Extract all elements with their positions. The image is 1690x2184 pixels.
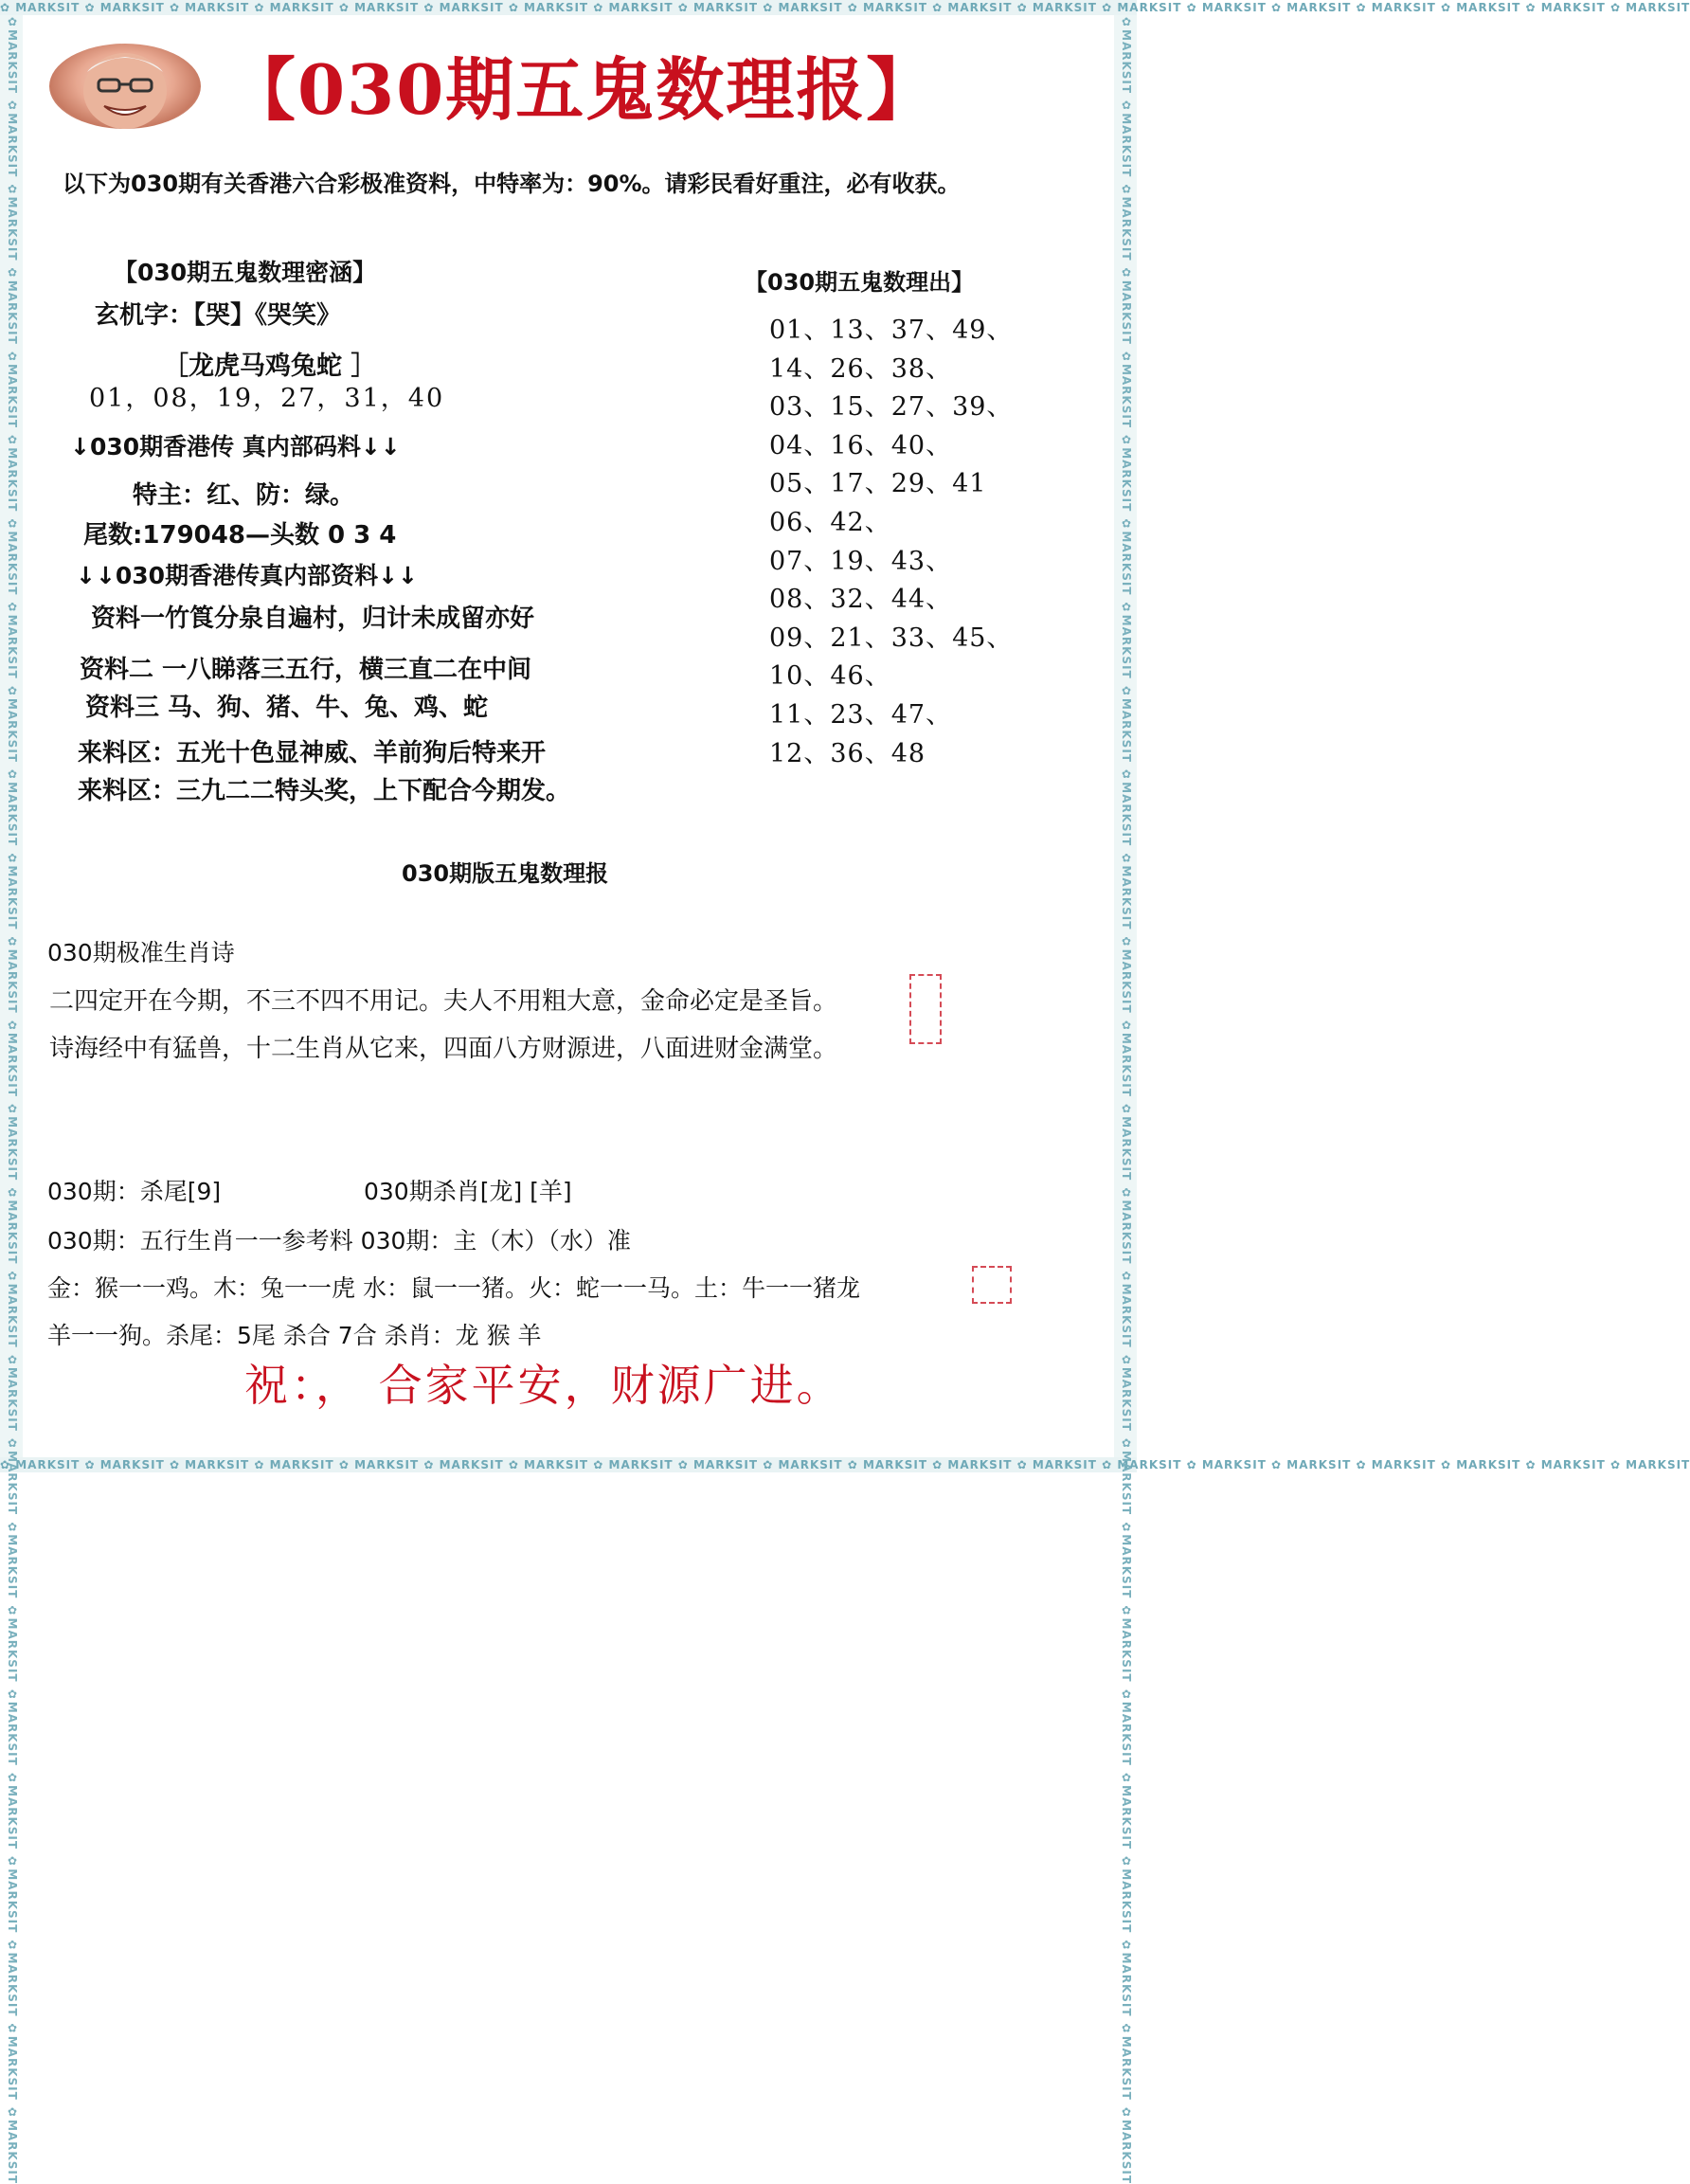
poem-line-1: 二四定开在今期，不三不四不用记。夫人不用粗大意，金命必定是圣旨。 bbox=[49, 987, 838, 1016]
number-row: 03、15、27、39、 bbox=[769, 392, 1014, 423]
section-heading-mihan: 【030期五鬼数理密涵】 bbox=[114, 259, 377, 286]
number-row: 08、32、44、 bbox=[769, 585, 953, 615]
ziliao-1: 资料一竹筤分泉自遍村，归计未成留亦好 bbox=[91, 605, 535, 633]
red-seal-stamp bbox=[909, 974, 942, 1044]
watermark-text-top: ✿ MARKSIT ✿ MARKSIT ✿ MARKSIT ✿ MARKSIT ✿ MARKSIT ✿ MARKSIT ✿ MARKSIT ✿ MARKSIT ✿ MARKSIT ✿ MARKSIT ✿ MARKSIT ✿ MARKSIT ✿ MARKSIT ✿ MARKSIT ✿ MARKSIT ✿ MARKSIT ✿ MARKSIT ✿ MARKSIT ✿ MARKSIT ✿ MARKSIT bbox=[0, 1, 1690, 14]
page-title: 【030期五鬼数理报】 bbox=[227, 49, 937, 130]
watermark-text-left: ✿MARKSIT ✿MARKSIT ✿MARKSIT ✿MARKSIT ✿MARKSIT ✿MARKSIT ✿MARKSIT ✿MARKSIT ✿MARKSIT ✿MARKSIT ✿MARKSIT ✿MARKSIT ✿MARKSIT ✿MARKSIT ✿MARKSIT ✿MARKSIT ✿MARKSIT ✿MARKSIT ✿MARKSIT ✿MARKSIT ✿MARKSIT ✿MARKSIT ✿MARKSIT ✿MARKSIT ✿MARKSIT ✿MARKSIT bbox=[6, 15, 19, 2184]
elements-line-2: 羊一一狗。杀尾：5尾 杀合 7合 杀肖：龙 猴 羊 bbox=[47, 1322, 542, 1349]
intro-text: 以下为030期有关香港六合彩极准资料，中特率为：90%。请彩民看好重注，必有收获。 bbox=[63, 171, 961, 197]
elements-line-1: 金：猴一一鸡。木：兔一一虎 水：鼠一一猪。火：蛇一一马。土：牛一一猪龙 bbox=[47, 1274, 860, 1302]
number-row: 06、42、 bbox=[769, 508, 891, 537]
number-row: 10、46、 bbox=[769, 661, 891, 692]
section-title: 030期版五鬼数理报 bbox=[402, 860, 609, 887]
number-row: 05、17、29、41 bbox=[769, 469, 987, 499]
frame-right-border bbox=[1114, 15, 1137, 2184]
watermark-text-right: ✿MARKSIT ✿MARKSIT ✿MARKSIT ✿MARKSIT ✿MARKSIT ✿MARKSIT ✿MARKSIT ✿MARKSIT ✿MARKSIT ✿MARKSIT ✿MARKSIT ✿MARKSIT ✿MARKSIT ✿MARKSIT ✿MARKSIT ✿MARKSIT ✿MARKSIT ✿MARKSIT ✿MARKSIT ✿MARKSIT ✿MARKSIT ✿MARKSIT ✿MARKSIT ✿MARKSIT ✿MARKSIT ✿MARKSIT bbox=[1120, 15, 1133, 2184]
watermark-text-bottom: ✿ MARKSIT ✿ MARKSIT ✿ MARKSIT ✿ MARKSIT ✿ MARKSIT ✿ MARKSIT ✿ MARKSIT ✿ MARKSIT ✿ MARKSIT ✿ MARKSIT ✿ MARKSIT ✿ MARKSIT ✿ MARKSIT ✿ MARKSIT ✿ MARKSIT ✿ MARKSIT ✿ MARKSIT ✿ MARKSIT ✿ MARKSIT ✿ MARKSIT bbox=[0, 1458, 1690, 1471]
section-heading-chu: 【030期五鬼数理出】 bbox=[745, 269, 975, 296]
number-row: 09、21、33、45、 bbox=[769, 623, 1014, 653]
red-seal-stamp-2 bbox=[972, 1266, 1012, 1304]
ziliao-3: 资料三 马、狗、猪、牛、兔、鸡、蛇 bbox=[85, 694, 489, 722]
poem-heading: 030期极准生肖诗 bbox=[47, 939, 235, 966]
number-row: 11、23、47、 bbox=[769, 700, 953, 730]
kill-tail-text: 030期：杀尾[9] bbox=[47, 1178, 222, 1205]
number-row: 12、36、48 bbox=[769, 738, 926, 768]
frame-left-border bbox=[0, 15, 23, 2184]
tezhu-text: 特主：红、防：绿。 bbox=[133, 481, 355, 510]
number-row: 04、16、40、 bbox=[769, 430, 953, 460]
frame-bottom-border bbox=[0, 1457, 1690, 1472]
blessing-text: 祝：， 合家平安，财源广进。 bbox=[244, 1360, 843, 1411]
kill-zodiac-text: 030期杀肖[龙] [羊] bbox=[364, 1178, 572, 1205]
avatar bbox=[49, 44, 201, 129]
number-row: 07、19、43、 bbox=[769, 546, 953, 576]
insider-heading: ↓030期香港传 真内部码料↓↓ bbox=[70, 433, 401, 460]
laiqu-2: 来料区：三九二二特头奖，上下配合今期发。 bbox=[78, 777, 571, 805]
face-icon bbox=[49, 44, 201, 129]
insider-heading-2: ↓↓030期香港传真内部资料↓↓ bbox=[76, 562, 418, 589]
poem-line-2: 诗海经中有猛兽，十二生肖从它来，四面八方财源进，八面进财金满堂。 bbox=[49, 1035, 838, 1063]
number-row: 01、13、37、49、 bbox=[769, 316, 1014, 345]
xuanji-text: 玄机字：【哭】《哭笑》 bbox=[95, 301, 342, 330]
frame-top-border bbox=[0, 0, 1690, 15]
weishu-text: 尾数:179048—头数 0 3 4 bbox=[83, 521, 397, 550]
laiqu-1: 来料区：五光十色显神威、羊前狗后特来开 bbox=[78, 739, 547, 767]
wuxing-text: 030期：五行生肖一一参考料 030期：主（木）（水）准 bbox=[47, 1227, 631, 1254]
zodiac-list: ［龙虎马鸡兔蛇 ］ bbox=[163, 352, 377, 381]
numbers-list: 01，08，19，27，31，40 bbox=[89, 384, 445, 413]
number-row: 14、26、38、 bbox=[769, 353, 953, 384]
ziliao-2: 资料二 一八睇落三五行，横三直二在中间 bbox=[80, 656, 532, 684]
